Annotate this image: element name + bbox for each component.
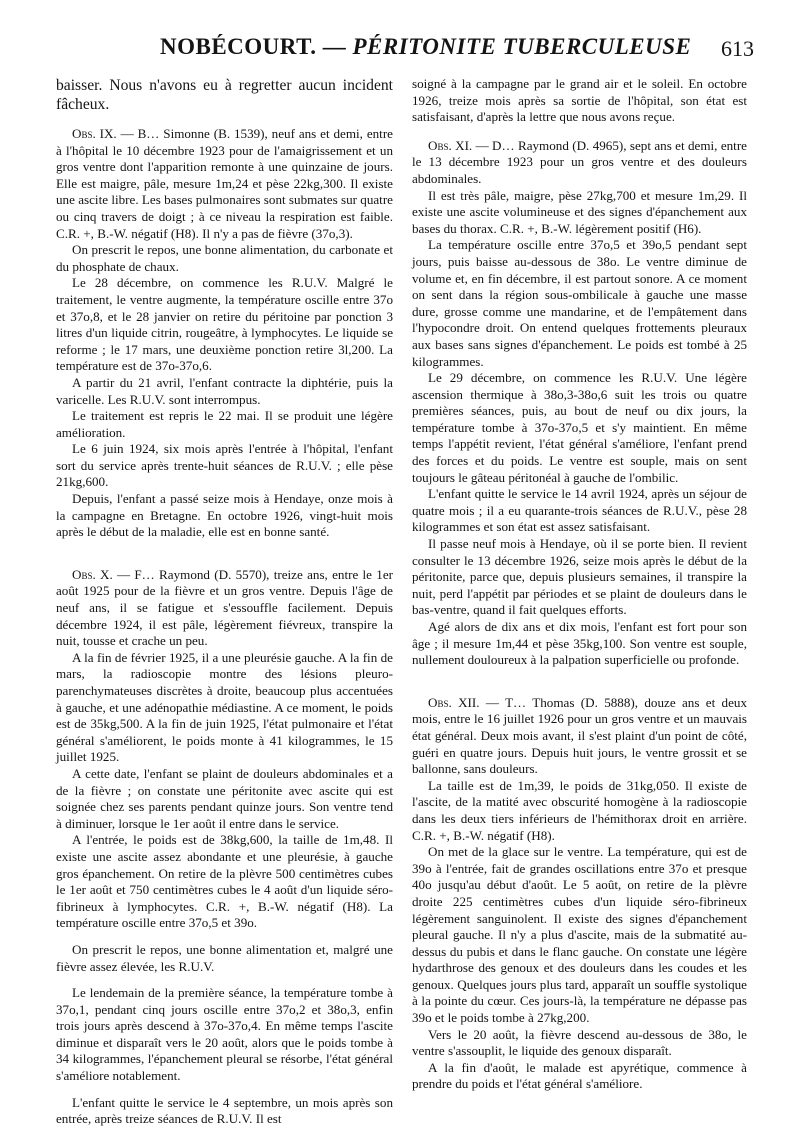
observation-text: — F… Raymond (D. 5570), treize ans, entre le 1er août 1925 pour de la fièvre et un gros ventre. Depuis l'âge de neuf ans, il se fatigue et s'essouffle facilement. Depuis décembre 1924, il est pâle, légèrement fiévreux, transpire la nuit, tousse et crache un peu. <box>56 566 393 649</box>
paragraph: soigné à la campagne par le grand air et le soleil. En octobre 1926, treize mois après sa sortie de l'hôpital, son état est satisfaisant, d'après la lettre que nous avons reçue. <box>412 76 747 125</box>
paragraph: On prescrit le repos, une bonne alimentation, du carbonate et du phosphate de chaux. <box>56 242 393 274</box>
paragraph: Agé alors de dix ans et dix mois, l'enfant est fort pour son âge ; il mesure 1m,44 et pèse 35kg,100. Son ventre est souple, nullement douloureux à la palpation superficielle ou profonde. <box>412 619 747 668</box>
running-title <box>160 34 691 60</box>
paragraph: Il passe neuf mois à Hendaye, où il se porte bien. Il revient consulter le 13 décembre 1926, seize mois après le début de la péritonite, parce que, depuis plusieurs semaines, il transpire la nuit, perd l'appétit par périodes et se plaint de douleurs dans le bas-ventre, quand il fait quelques efforts. <box>412 536 747 618</box>
observation-label: Obs. XI. <box>428 137 473 153</box>
running-title-author: NOBÉCOURT. — <box>160 34 353 59</box>
paragraph: A partir du 21 avril, l'enfant contracte la diphtérie, puis la varicelle. Les R.U.V. sont interrompus. <box>56 374 393 407</box>
page-header <box>70 26 754 66</box>
paragraph: A la fin de février 1925, il a une pleurésie gauche. A la fin de mars, la radioscopie montre des lésions pleuro-parenchymateuses discrètes à droite, beaucoup plus accentuées à gauche, et une adénopathie médiastine. A ce moment, le poids est de 35kg,500. A la fin de juin 1925, l'état pulmonaire et l'état général s'améliorent, le poids monte à 41 kilogrammes, le 15 juillet 1925. <box>56 649 393 765</box>
observation-label: Obs. XII. <box>428 694 480 710</box>
paragraph: A l'entrée, le poids est de 38kg,600, la taille de 1m,48. Il existe une ascite assez abondante et une pleurésie, à gauche gros épanchement. On retire de la plèvre 500 centimètres cubes le 1er août et 750 centimètres cubes le 4 août d'un liquide séro-fibrineux à lymphocytes. C.R. +, B.-W. négatif (H8). La température oscille entre 37o,5 et 39o. <box>56 832 393 931</box>
paragraph: A la fin d'août, le malade est apyrétique, commence à prendre du poids et l'état général s'améliore. <box>412 1059 747 1092</box>
observation-ix <box>56 126 393 242</box>
paragraph: La température oscille entre 37o,5 et 39o,5 pendant sept jours, puis baisse au-dessous de 38o. Le ventre diminue de volume et, en fin décembre, il est partout sonore. A ce moment on sent dans la région sous-ombilicale à gauche une masse dure, grosse comme une mandarine, et de l'empâtement dans l'hypocondre droit. On entend quelques frottements pleuraux aux bases sans signes d'épanchement. Le poids est tombé à 25 kilogrammes. <box>412 237 747 369</box>
paragraph: L'enfant quitte le service le 14 avril 1924, après un séjour de quatre mois ; il a eu quarante-trois séances de R.U.V., pèse 28 kilogrammes et son état est assez satisfaisant. <box>412 486 747 535</box>
paragraph: On met de la glace sur le ventre. La température, qui est de 39o à l'entrée, fait de grandes oscillations entre 37o et presque 40o jusqu'au début d'août. Le 5 août, on retire de la plèvre droite 225 centimètres cubes d'un liquide séro-fibrineux légèrement sanguinolent. Il existe des signes d'épanchement pleural gauche. Il n'y a plus d'ascite, mais de la submatité au-dessus du pubis et dans le flanc gauche. On constate une légère hydarthrose des genoux et des douleurs dans les coudes et les genoux. Quelques jours plus tard, apparaît un souffle systolique à la pointe du cœur. Ces jours-là, la température ne dépasse pas 39o et le poids tombe à 27kg,200. <box>412 844 747 1026</box>
paragraph: Le 6 juin 1924, six mois après l'entrée à l'hôpital, l'enfant sort du service après trente-huit séances de R.U.V. ; elle pèse 21kg,600. <box>56 441 393 490</box>
paragraph: Vers le 20 août, la fièvre descend au-dessous de 38o, le ventre s'assouplit, le liquide des genoux disparaît. <box>412 1026 747 1059</box>
observation-label: Obs. X. <box>72 566 113 582</box>
paragraph: baisser. Nous n'avons eu à regretter aucun incident fâcheux. <box>56 77 393 113</box>
paragraph: Le traitement est repris le 22 mai. Il se produit une légère amélioration. <box>56 408 393 440</box>
observation-xi <box>412 138 747 188</box>
observation-text: — B… Simonne (B. 1539), neuf ans et demi, entre à l'hôpital le 10 décembre 1923 pour de l'amaigrissement et un gros ventre dont l'apparition remonte à une quinzaine de jours. Elle est maigre, pâle, mesure 1m,24 et pèse 22kg,300. Il existe une ascite libre. Les bases pulmonaires sont submates sur quatre ou cinq travers de doigt ; à ce niveau la respiration est faible. C.R. +, B.-W. négatif (H8). Il n'y a pas de fièvre (37o,3). <box>56 126 393 241</box>
paragraph: Il est très pâle, maigre, pèse 27kg,700 et mesure 1m,29. Il existe une ascite volumineuse et des signes d'épanchement aux bases du thorax. C.R. +, B.-W. légèrement positif (H6). <box>412 187 747 236</box>
running-title-subject: PÉRITONITE TUBERCULEUSE <box>352 34 692 59</box>
paragraph: Le 29 décembre, on commence les R.U.V. Une légère ascension thermique à 38o,3-38o,6 suit les trois ou quatre premières séances, puis, au bout de neuf ou dix jours, la température tombe à 37o-37o,5 et s'y maintient. En même temps l'appétit revient, l'état général s'améliore, l'enfant prend des forces et du poids. Le ventre est souple, mais on sent toujours le gâteau péritonéal à gauche de l'ombilic. <box>412 370 747 485</box>
observation-xii <box>412 695 747 778</box>
paragraph: Le lendemain de la première séance, la température tombe à 37o,1, pendant cinq jours oscille entre 37o,2 et 38o,3, enfin trois jours après descend à 37o-37o,4. En même temps l'ascite diminue et disparaît vers le 20 août, alors que le poids tombe à 34 kilogrammes, l'épanchement pleural se résorbe, l'état général s'améliore notablement. <box>56 985 393 1084</box>
paragraph: La taille est de 1m,39, le poids de 31kg,050. Il existe de l'ascite, de la matité avec obscurité homogène à la radioscopie dans les deux tiers inférieurs de l'hémithorax droit en arrière. C.R. +, B.-W. négatif (H8). <box>412 777 747 843</box>
paragraph: On prescrit le repos, une bonne alimentation et, malgré une fièvre assez élevée, les R.U.V. <box>56 941 393 974</box>
observation-text: — T… Thomas (D. 5888), douze ans et deux mois, entre le 16 juillet 1926 pour un gros ventre et un mauvais état général. Deux mois avant, il s'est plaint d'un point de côté, guéri en quatre jours. Depuis huit jours, le ventre grossit et se ballonne, sans douleurs. <box>412 694 747 777</box>
observation-x <box>56 567 393 650</box>
paragraph: A cette date, l'enfant se plaint de douleurs abdominales et a de la fièvre ; on constate une péritonite avec ascite qui est soignée chez ses parents pendant quinze jours. Son ventre tend à diminuer, lorsque le 1er août il entre dans le service. <box>56 765 393 831</box>
paragraph: Depuis, l'enfant a passé seize mois à Hendaye, onze mois à la campagne en Bretagne. En octobre 1926, vingt-huit mois après le début de la maladie, elle est en bonne santé. <box>56 491 393 540</box>
observation-text: — D… Raymond (D. 4965), sept ans et demi, entre le 13 décembre 1923 pour un gros ventre et des douleurs abdominales. <box>412 137 747 186</box>
paragraph: L'enfant quitte le service le 4 septembre, un mois après son entrée, après treize séances de R.U.V. Il est <box>56 1094 393 1127</box>
paragraph: Le 28 décembre, on commence les R.U.V. Malgré le traitement, le ventre augmente, la température oscille entre 37o et 37o,8, et le 28 janvier on retire du péritoine par ponction 3 litres d'un liquide citrin, rougeâtre, à lymphocytes. Le liquide se reforme ; le 17 mars, une deuxième ponction retire 3l,200. La température est de 37o-37o,6. <box>56 275 393 374</box>
right-column <box>412 76 747 1093</box>
left-column <box>56 76 393 1128</box>
page-number: 613 <box>721 36 754 61</box>
observation-label: Obs. IX. <box>72 126 117 141</box>
